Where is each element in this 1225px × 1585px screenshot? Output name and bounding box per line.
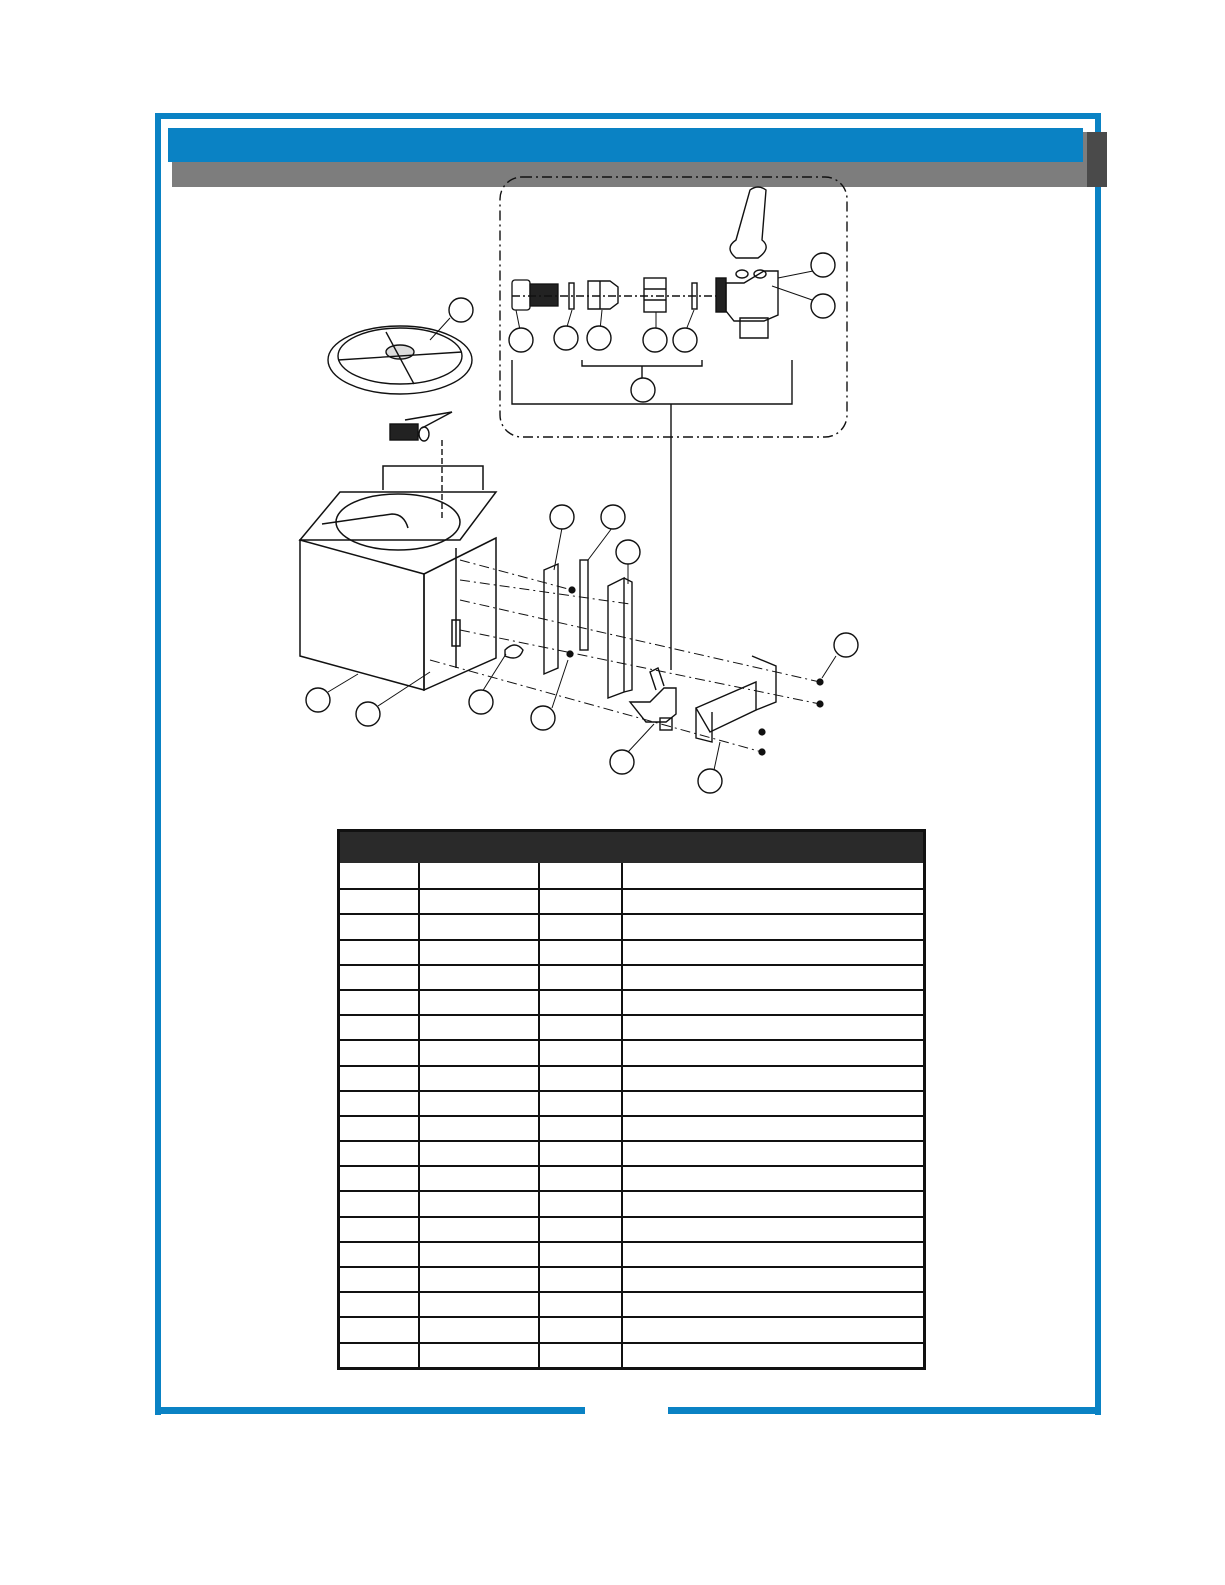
table-cell <box>340 1016 418 1039</box>
table-cell <box>621 915 923 938</box>
table-cell <box>621 1344 923 1367</box>
callout-15 <box>356 702 380 726</box>
table-row <box>340 888 923 913</box>
faucet-detail-box <box>500 177 847 437</box>
table-cell <box>538 863 621 888</box>
urn-lid <box>328 326 472 394</box>
callout-12 <box>616 540 640 564</box>
table-cell <box>621 1293 923 1316</box>
table-cell <box>340 1218 418 1241</box>
table-cell <box>538 966 621 989</box>
gauge-glass <box>580 560 588 650</box>
table-cell <box>340 966 418 989</box>
table-cell <box>621 890 923 913</box>
callouts <box>306 253 858 793</box>
detail-bracket-small <box>582 360 702 366</box>
table-cell <box>418 1268 538 1291</box>
table-cell <box>538 941 621 964</box>
gauge-fitting <box>390 412 452 441</box>
parts-table-body <box>340 863 923 1367</box>
table-cell <box>418 1344 538 1367</box>
table-cell <box>621 941 923 964</box>
parts-table-header <box>340 832 923 863</box>
table-cell <box>340 1268 418 1291</box>
callout-13 <box>834 633 858 657</box>
table-row <box>340 939 923 964</box>
table-cell <box>621 863 923 888</box>
callout-3 <box>811 294 835 318</box>
table-cell <box>418 1192 538 1215</box>
table-cell <box>621 1218 923 1241</box>
screws <box>567 587 823 755</box>
table-cell <box>621 1167 923 1190</box>
table-cell <box>418 1243 538 1266</box>
frame-bottom-rule-left <box>155 1407 585 1414</box>
callout-4 <box>509 328 533 352</box>
table-cell <box>418 1016 538 1039</box>
table-cell <box>340 1243 418 1266</box>
callout-7 <box>643 328 667 352</box>
table-cell <box>621 1318 923 1341</box>
callout-2 <box>811 253 835 277</box>
table-row <box>340 863 923 888</box>
table-cell <box>538 1092 621 1115</box>
table-cell <box>621 1268 923 1291</box>
parts-list-table <box>337 829 926 1370</box>
callout-17 <box>531 706 555 730</box>
urn-body <box>300 466 496 690</box>
table-cell <box>418 1218 538 1241</box>
table-cell <box>538 1117 621 1140</box>
table-cell <box>340 941 418 964</box>
callout-19 <box>698 769 722 793</box>
table-cell <box>538 1167 621 1190</box>
table-cell <box>621 991 923 1014</box>
table-cell <box>621 1117 923 1140</box>
page-number <box>585 1398 668 1420</box>
table-row <box>340 1316 923 1341</box>
table-row <box>340 1165 923 1190</box>
table-cell <box>538 1318 621 1341</box>
table-cell <box>538 1142 621 1165</box>
table-cell <box>340 890 418 913</box>
table-cell <box>340 1092 418 1115</box>
table-cell <box>418 1117 538 1140</box>
callout-16 <box>469 690 493 714</box>
table-cell <box>340 1041 418 1064</box>
table-cell <box>418 941 538 964</box>
table-cell <box>340 1318 418 1341</box>
table-cell <box>538 1192 621 1215</box>
callout-5 <box>554 326 578 350</box>
table-cell <box>340 1117 418 1140</box>
table-row <box>340 1266 923 1291</box>
table-cell <box>621 1243 923 1266</box>
table-cell <box>621 966 923 989</box>
table-row <box>340 1291 923 1316</box>
table-cell <box>340 1167 418 1190</box>
table-row <box>340 989 923 1014</box>
table-cell <box>621 1067 923 1090</box>
table-row <box>340 964 923 989</box>
table-cell <box>538 1344 621 1367</box>
table-cell <box>418 966 538 989</box>
gauge-guard <box>608 578 632 698</box>
table-cell <box>418 1067 538 1090</box>
assembly-lines <box>430 560 820 752</box>
table-cell <box>418 1142 538 1165</box>
table-cell <box>538 991 621 1014</box>
table-cell <box>340 1192 418 1215</box>
table-cell <box>418 1167 538 1190</box>
table-cell <box>621 1092 923 1115</box>
table-row <box>340 1342 923 1367</box>
table-cell <box>340 1293 418 1316</box>
table-cell <box>340 915 418 938</box>
table-cell <box>418 1092 538 1115</box>
table-cell <box>538 1243 621 1266</box>
callout-11 <box>601 505 625 529</box>
table-row <box>340 1065 923 1090</box>
table-cell <box>340 863 418 888</box>
callout-18 <box>610 750 634 774</box>
table-cell <box>418 863 538 888</box>
table-cell <box>538 890 621 913</box>
table-row <box>340 1039 923 1064</box>
callout-9 <box>631 378 655 402</box>
faucet-valve-body <box>716 187 778 338</box>
callout-1 <box>449 298 473 322</box>
table-cell <box>418 1318 538 1341</box>
gauge-clip <box>505 645 523 658</box>
table-cell <box>538 1268 621 1291</box>
table-cell <box>340 991 418 1014</box>
table-row <box>340 1216 923 1241</box>
table-cell <box>418 915 538 938</box>
table-cell <box>538 1067 621 1090</box>
table-row <box>340 1241 923 1266</box>
table-cell <box>621 1041 923 1064</box>
table-cell <box>340 1067 418 1090</box>
installed-faucet <box>630 668 676 730</box>
table-cell <box>538 1293 621 1316</box>
table-row <box>340 913 923 938</box>
table-cell <box>621 1142 923 1165</box>
callout-10 <box>550 505 574 529</box>
table-cell <box>418 1293 538 1316</box>
table-cell <box>418 1041 538 1064</box>
table-row <box>340 1115 923 1140</box>
table-row <box>340 1014 923 1039</box>
table-row <box>340 1190 923 1215</box>
callout-14 <box>306 688 330 712</box>
table-cell <box>340 1142 418 1165</box>
table-cell <box>538 1041 621 1064</box>
callout-6 <box>587 326 611 350</box>
faucet-hex-nut <box>644 278 666 312</box>
table-cell <box>340 1344 418 1367</box>
table-cell <box>418 890 538 913</box>
table-cell <box>538 1218 621 1241</box>
table-cell <box>418 991 538 1014</box>
table-cell <box>538 1016 621 1039</box>
faucet-shank <box>512 280 558 310</box>
frame-bottom-rule-right <box>668 1407 1101 1414</box>
faucet-locknut <box>588 281 618 309</box>
table-row <box>340 1090 923 1115</box>
table-cell <box>621 1016 923 1039</box>
mounting-plate <box>544 564 558 674</box>
table-row <box>340 1140 923 1165</box>
table-cell <box>621 1192 923 1215</box>
table-cell <box>538 915 621 938</box>
callout-8 <box>673 328 697 352</box>
